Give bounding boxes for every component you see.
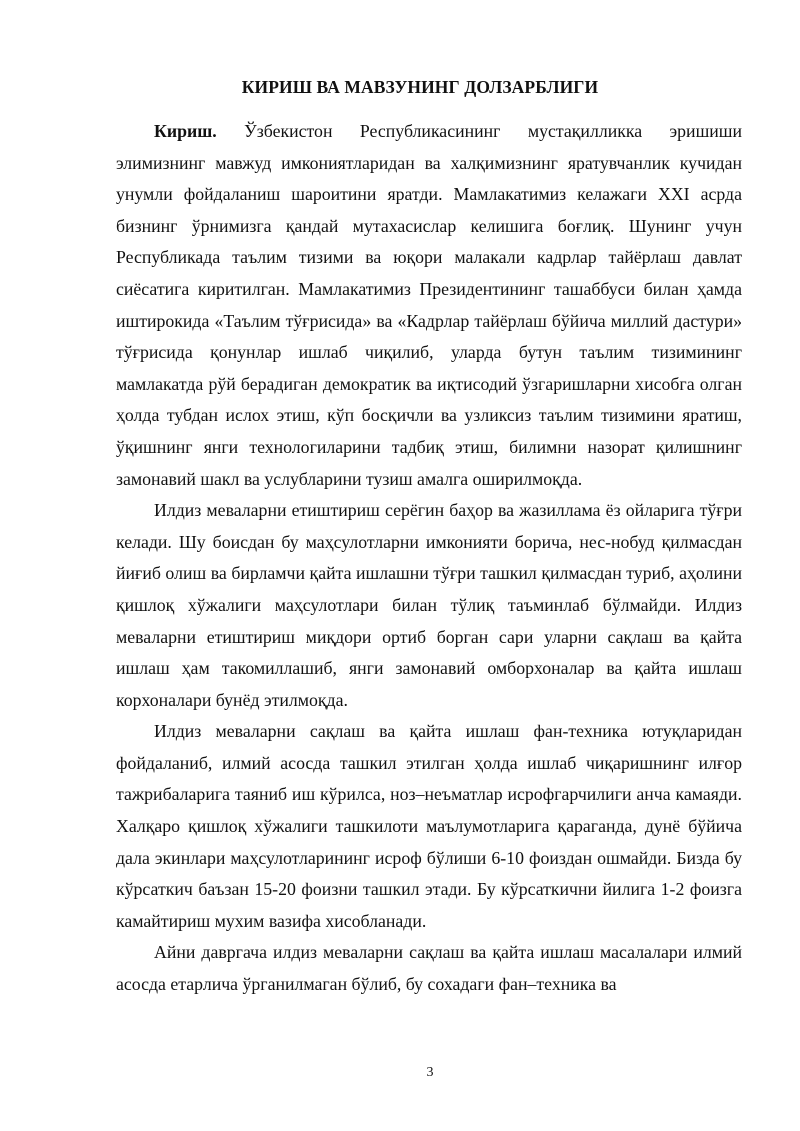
paragraph-text: Илдиз меваларни сақлаш ва қайта ишлаш фан-техника ютуқларидан фойдаланиб, илмий асосда ташкил этилган ҳолда ишлаб чиқаришнинг илғор тажрибаларига таяниб иш кўрилса, ноз–неъматлар исрофгарчилиги анча камаяди. Халқаро қишлоқ хўжалиги ташкилоти маълумотларига қараганда, дунё бўйича дала экинлари маҳсулотларининг исроф бўлиши 6-10 фоиздан ошмайди. Бизда бу кўрсаткич баъзан 15-20 фоизни ташкил этади. Бу кўрсаткични йилига 1-2 фоизга камайтириш мухим вазифа хисобланади. [116,721,742,931]
page-title: КИРИШ ВА МАВЗУНИНГ ДОЛЗАРБЛИГИ [241,77,599,97]
paragraph-introduction [116,116,742,495]
body-text [116,116,742,1001]
paragraph-text: Илдиз меваларни етиштириш серёгин баҳор ва жазиллама ёз ойларига тўғри келади. Шу боисдан бу маҳсулотларни имконияти борича, нес-нобуд қилмасдан йиғиб олиш ва бирламчи қайта ишлашни тўғри ташкил қилмасдан туриб, аҳолини қишлоқ хўжалиги маҳсулотлари билан тўлиқ таъминлаб бўлмайди. Илдиз меваларни етиштириш миқдори ортиб борган сари уларни сақлаш ва қайта ишлаш ҳам такомиллашиб, янги замонавий омборхоналар ва қайта ишлаш корхоналари бунёд этилмоқда. [116,500,742,710]
paragraph-text: Ўзбекистон Республикасининг мустақилликка эришиши элимизнинг мавжуд имкониятларидан ва халқимизнинг яратувчанлик кучидан унумли фойдаланиш шароитини яратди. Мамлакатимиз келажаги XXI асрда бизнинг ўрнимизга қандай мутахасислар келишига боғлиқ. Шунинг учун Республикада таълим тизими ва юқори малакали кадрлар тайёрлаш давлат сиёсатига киритилган. Мамлакатимиз Президентининг ташаббуси билан ҳамда иштирокида «Таълим тўғрисида» ва «Кадрлар тайёрлаш бўйича миллий дастури» тўғрисида қонунлар ишлаб чиқилиб, уларда бутун таълим тизимининг мамлакатда рўй берадиган демократик ва иқтисодий ўзгаришларни хисобга олган ҳолда тубдан ислох этиш, кўп босқичли ва узликсиз таълим тизимини яратиш, ўқишнинг янги технологиларини тадбиқ этиш, билимни назорат қилишнинг замонавий шакл ва услубларини тузиш амалга оширилмоқда. [116,121,742,489]
paragraph-root-crops-growing [116,495,742,716]
paragraph-lead: Кириш. [154,121,217,141]
page-number: 3 [426,1065,434,1080]
paragraph-text: Айни давргача илдиз меваларни сақлаш ва қайта ишлаш масалалари илмий асосда етарлича ўрганилмаган бўлиб, бу сохадаги фан–техника ва [116,942,742,995]
paragraph-research-status [116,937,742,1000]
paragraph-storage-processing [116,716,742,937]
